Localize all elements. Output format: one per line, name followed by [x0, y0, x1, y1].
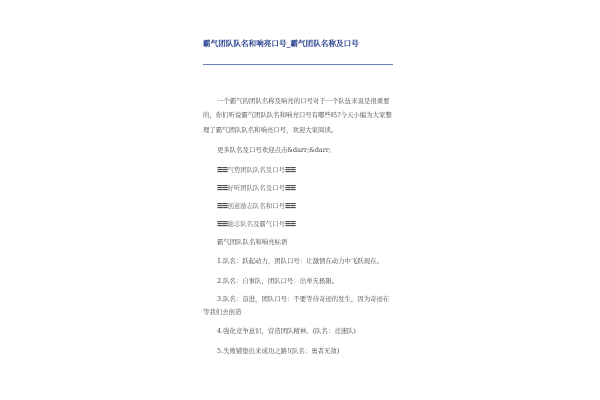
link-label: 励志队名及霸气口号: [227, 220, 285, 228]
more-link-text: 更多队名及口号欢迎点击&darr;&darr;: [217, 146, 332, 154]
section-heading: 霸气团队队名和响亮标语: [217, 238, 288, 246]
list-item[interactable]: [217, 201, 295, 211]
link-label: 好听团队队名及口号: [227, 184, 285, 192]
list-item[interactable]: [217, 183, 295, 193]
list-item: 4.强化竞争意识，营造团队精神。(队名：竞速队): [217, 327, 356, 335]
double-bar-icon: ☰☰: [217, 220, 228, 228]
list-item: 3.队名：奋进，团队口号：不要等待奇迹的发生，因为奇迹在: [217, 295, 390, 303]
double-bar-icon: ☰☰: [284, 220, 296, 228]
document-title: 霸气团队队名和响亮口号_霸气团队名称及口号: [203, 39, 359, 48]
link-label: 气势团队队名及口号: [227, 166, 285, 174]
list-item-continuation: 等我们去创造: [203, 308, 242, 316]
list-item: 2.队名：自事队，团队口号：出单无极限。: [217, 277, 339, 285]
title-divider: [203, 64, 393, 65]
double-bar-icon: ☰☰: [284, 184, 296, 192]
double-bar-icon: ☰☰: [217, 166, 228, 174]
double-bar-icon: ☰☰: [217, 202, 228, 210]
link-label: 创意励志队名和口号: [227, 202, 285, 210]
double-bar-icon: ☰☰: [217, 184, 228, 192]
list-item[interactable]: [217, 165, 295, 175]
double-bar-icon: ☰☰: [284, 166, 296, 174]
list-item: 1.队名：跃起动力，团队口号：让激情在动力中飞跃现在。: [217, 257, 383, 265]
intro-line-1: 一个霸气的团队名称及响亮的口号对于一个队伍来说是很重要: [217, 97, 390, 105]
intro-line-2: 的，你们听说霸气团队队名和响亮口号有哪些吗?今天小编为大家整: [203, 111, 392, 119]
list-item[interactable]: [217, 219, 295, 229]
list-item: 5.失败铺垫出来成功之路!(队名：勇者无敌): [217, 347, 340, 355]
intro-line-3: 理了霸气团队队名和响亮口号，欢迎大家阅读。: [203, 126, 338, 134]
double-bar-icon: ☰☰: [284, 202, 296, 210]
